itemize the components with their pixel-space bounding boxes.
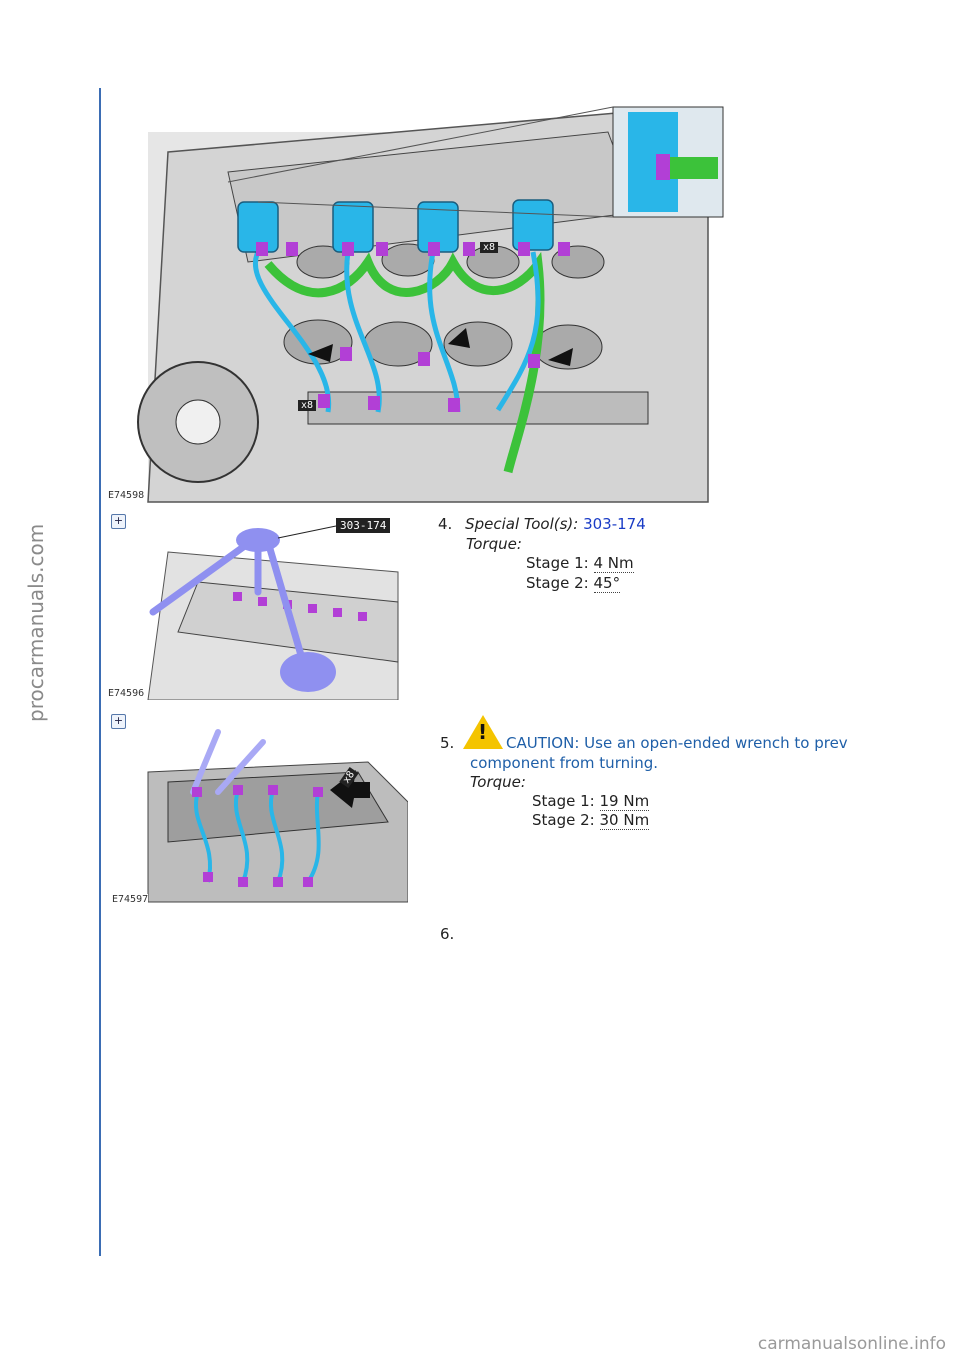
figure-special-tool: [108, 512, 403, 700]
stage-label: Stage 2:: [526, 574, 589, 592]
fuel-pipes-illustration: [108, 712, 408, 907]
figure-id-label: E74597: [112, 894, 149, 905]
torque-stage-1: [532, 792, 649, 810]
left-margin-rule: [99, 88, 101, 1256]
caution-text-line-2: component from turning.: [470, 754, 659, 772]
torque-stage-2: [526, 574, 620, 592]
figure-fuel-pipes: [108, 712, 408, 907]
figure-id-label: E74598: [108, 490, 145, 501]
special-tool-label: Special Tool(s):: [465, 515, 579, 533]
stage-value: 30 Nm: [599, 811, 650, 829]
figure-callout: x8: [480, 242, 498, 253]
figure-engine-injectors: [108, 92, 728, 504]
figure-callout-303-174: 303-174: [336, 518, 390, 533]
stage-value: 45°: [593, 574, 621, 592]
step-5-number: 5.: [440, 734, 455, 752]
stage-value: 4 Nm: [593, 554, 634, 572]
footer-watermark: carmanualsonline.info: [757, 1334, 946, 1354]
step-4: [438, 514, 878, 534]
torque-stage-1: [526, 554, 634, 572]
stage-label: Stage 1:: [526, 554, 589, 572]
special-tool-link[interactable]: 303-174: [583, 515, 646, 533]
torque-label: Torque:: [470, 773, 526, 791]
stage-value: 19 Nm: [599, 792, 650, 810]
caution-exclamation-icon: !: [478, 720, 488, 744]
figure-callout-x8: x8: [339, 767, 358, 788]
torque-stage-2: [532, 811, 649, 829]
torque-label: Torque:: [466, 535, 522, 553]
step-6-number: 6.: [440, 925, 455, 943]
figure-id-label: E74596: [108, 688, 145, 699]
stage-label: Stage 2:: [532, 811, 595, 829]
side-watermark: procarmanuals.com: [24, 523, 48, 722]
caution-text-line-1: CAUTION: Use an open-ended wrench to prev: [506, 734, 848, 752]
engine-injectors-illustration: [108, 92, 728, 504]
step-number: 4.: [438, 515, 453, 533]
zoom-icon[interactable]: +: [111, 514, 126, 529]
special-tool-illustration: [108, 512, 403, 700]
stage-label: Stage 1:: [532, 792, 595, 810]
zoom-icon[interactable]: +: [111, 714, 126, 729]
figure-callout: x8: [298, 400, 316, 411]
